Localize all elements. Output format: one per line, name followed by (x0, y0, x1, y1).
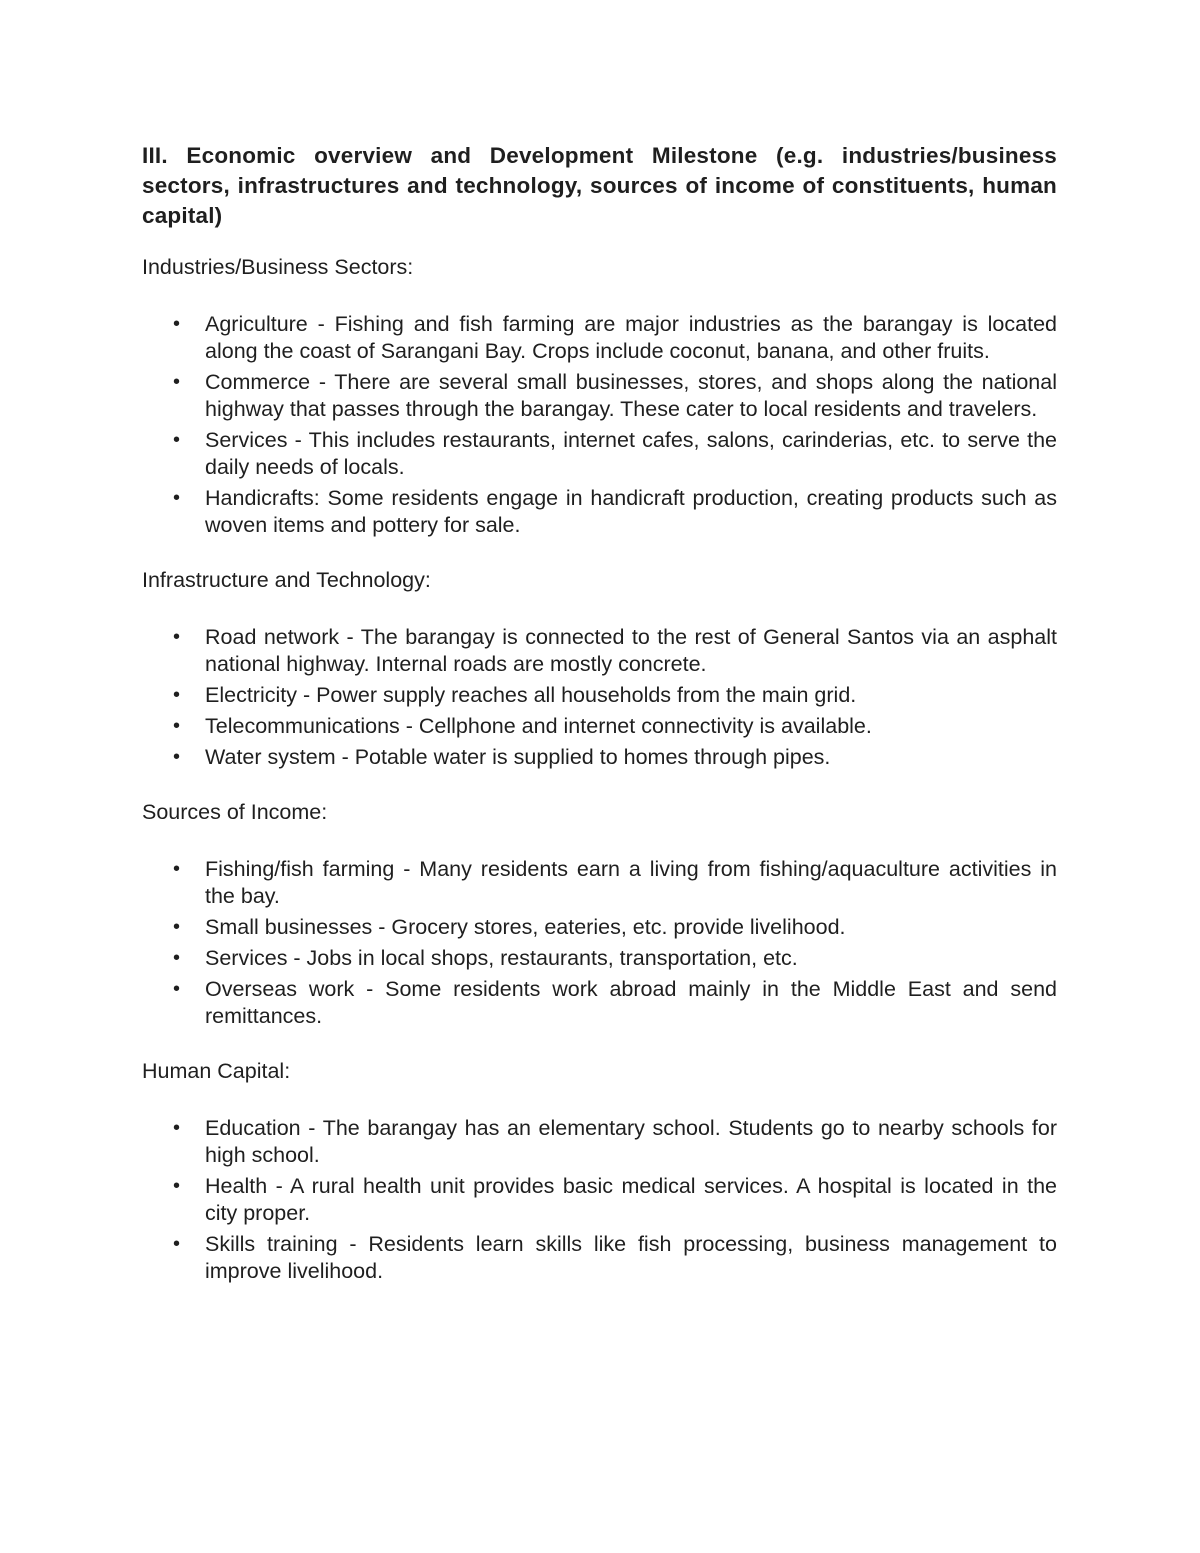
list-item-text: Water system - Potable water is supplied to homes through pipes. (205, 745, 831, 769)
bullet-icon: • (173, 1117, 181, 1139)
list-item-text: Commerce - There are several small businesses, stores, and shops along the national highway that passes through the barangay. These cater to local residents and travelers. (205, 370, 1057, 421)
list-item (142, 1173, 1057, 1227)
bullet-list-income (142, 856, 1057, 1030)
bullet-list-industries (142, 311, 1057, 539)
list-item-text: Telecommunications - Cellphone and internet connectivity is available. (205, 714, 872, 738)
bullet-icon: • (173, 684, 181, 706)
bullet-icon: • (173, 313, 181, 335)
bullet-icon: • (173, 916, 181, 938)
bullet-icon: • (173, 947, 181, 969)
list-item (142, 945, 1057, 972)
list-item (142, 485, 1057, 539)
bullet-icon: • (173, 487, 181, 509)
list-item-text: Health - A rural health unit provides basic medical services. A hospital is located in the city proper. (205, 1174, 1057, 1225)
list-item (142, 369, 1057, 423)
section-infrastructure-technology (142, 567, 1057, 771)
bullet-icon: • (173, 1175, 181, 1197)
list-item (142, 1115, 1057, 1169)
list-item (142, 744, 1057, 771)
list-item (142, 976, 1057, 1030)
list-item-text: Overseas work - Some residents work abroad mainly in the Middle East and send remittances. (205, 977, 1057, 1028)
list-item-text: Education - The barangay has an elementary school. Students go to nearby schools for high school. (205, 1116, 1057, 1167)
bullet-icon: • (173, 626, 181, 648)
list-item (142, 856, 1057, 910)
section-sources-of-income (142, 799, 1057, 1030)
list-item (142, 311, 1057, 365)
subsection-title-industries: Industries/Business Sectors: (142, 255, 414, 279)
list-item (142, 427, 1057, 481)
subsection-title-human-capital: Human Capital: (142, 1059, 291, 1083)
list-item-text: Fishing/fish farming - Many residents earn a living from fishing/aquaculture activities in the bay. (205, 857, 1057, 908)
bullet-icon: • (173, 429, 181, 451)
bullet-icon: • (173, 978, 181, 1000)
list-item-text: Services - This includes restaurants, internet cafes, salons, carinderias, etc. to serve the daily needs of locals. (205, 428, 1057, 479)
list-item (142, 682, 1057, 709)
list-item (142, 1231, 1057, 1285)
bullet-list-human-capital (142, 1115, 1057, 1285)
list-item-text: Small businesses - Grocery stores, eateries, etc. provide livelihood. (205, 915, 846, 939)
bullet-icon: • (173, 858, 181, 880)
section-industries-business-sectors (142, 254, 1057, 539)
list-item (142, 713, 1057, 740)
list-item (142, 624, 1057, 678)
bullet-icon: • (173, 1233, 181, 1255)
subsection-title-infrastructure: Infrastructure and Technology: (142, 568, 431, 592)
document-heading: III. Economic overview and Development Milestone (e.g. industries/business sectors, infrastructures and technology, sources of income of constituents, human capital) (142, 143, 1057, 228)
list-item-text: Road network - The barangay is connected to the rest of General Santos via an asphalt national highway. Internal roads are mostly concrete. (205, 625, 1057, 676)
list-item (142, 914, 1057, 941)
bullet-icon: • (173, 371, 181, 393)
bullet-icon: • (173, 746, 181, 768)
list-item-text: Skills training - Residents learn skills like fish processing, business management to improve livelihood. (205, 1232, 1057, 1283)
list-item-text: Electricity - Power supply reaches all households from the main grid. (205, 683, 857, 707)
list-item-text: Handicrafts: Some residents engage in handicraft production, creating products such as woven items and pottery for sale. (205, 486, 1057, 537)
subsection-title-income: Sources of Income: (142, 800, 328, 824)
list-item-text: Agriculture - Fishing and fish farming are major industries as the barangay is located along the coast of Sarangani Bay. Crops include coconut, banana, and other fruits. (205, 312, 1057, 363)
bullet-icon: • (173, 715, 181, 737)
list-item-text: Services - Jobs in local shops, restaurants, transportation, etc. (205, 946, 798, 970)
section-human-capital (142, 1058, 1057, 1285)
bullet-list-infrastructure (142, 624, 1057, 771)
